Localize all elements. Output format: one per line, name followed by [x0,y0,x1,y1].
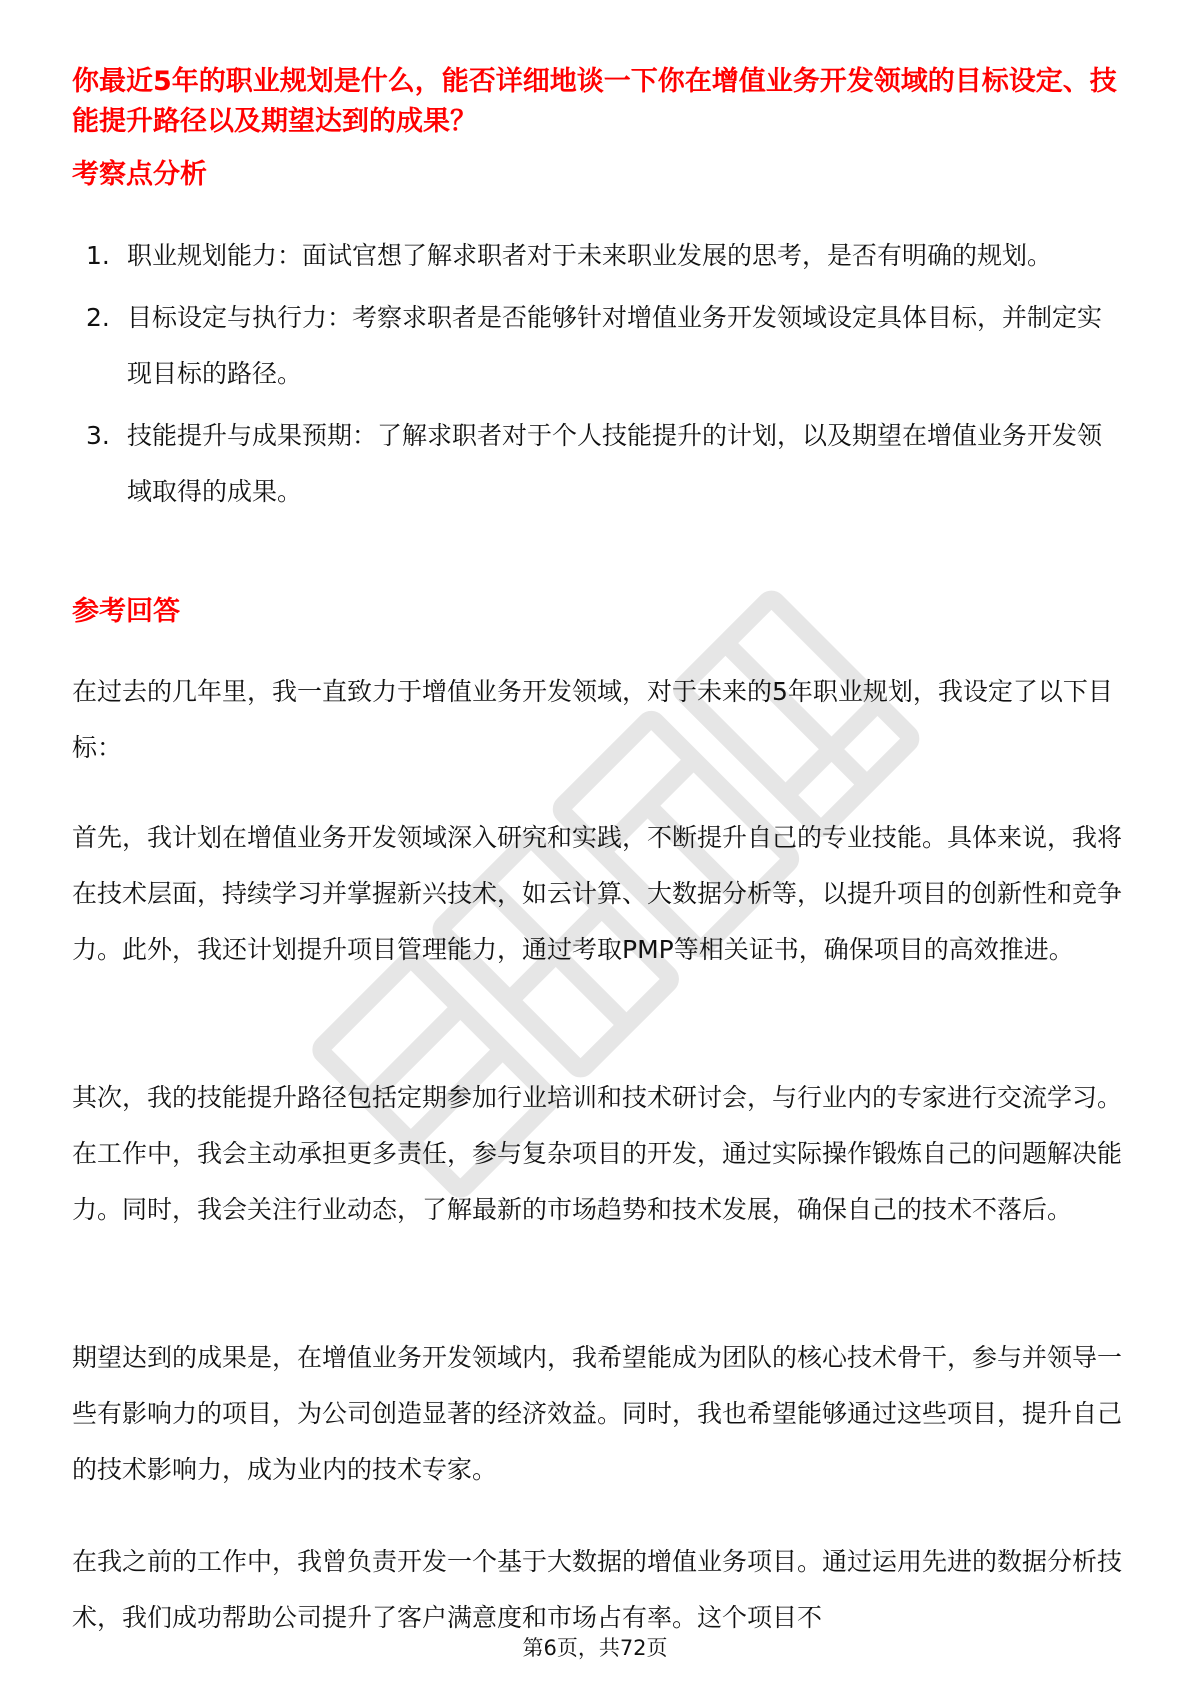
list-item [72,408,1122,520]
list-item-number: 1. [86,241,110,270]
answer-paragraph: 期望达到的成果是，在增值业务开发领域内，我希望能成为团队的核心技术骨干，参与并领导一些有影响力的项目，为公司创造显著的经济效益。同时，我也希望能够通过这些项目，提升自己的技术影响力，成为业内的技术专家。 [72,1343,1123,1484]
page-number-footer: 第6页，共72页 [522,1636,668,1660]
list-item [72,290,1122,402]
answer-heading: 参考回答 [72,596,180,627]
question-title: 你最近5年的职业规划是什么，能否详细地谈一下你在增值业务开发领域的目标设定、技能提升路径以及期望达到的成果？ [72,66,1117,137]
list-item [72,228,1122,284]
analysis-list [72,228,1122,526]
list-item-text: 职业规划能力：面试官想了解求职者对于未来职业发展的思考，是否有明确的规划。 [127,241,1053,270]
answer-paragraph: 在过去的几年里，我一直致力于增值业务开发领域，对于未来的5年职业规划，我设定了以下目标： [72,677,1113,762]
list-item-text: 技能提升与成果预期：了解求职者对于个人技能提升的计划，以及期望在增值业务开发领域取得的成果。 [127,421,1103,506]
list-item-text: 目标设定与执行力：考察求职者是否能够针对增值业务开发领域设定具体目标，并制定实现目标的路径。 [127,303,1103,388]
analysis-heading: 考察点分析 [72,159,207,190]
answer-paragraph: 其次，我的技能提升路径包括定期参加行业培训和技术研讨会，与行业内的专家进行交流学习。在工作中，我会主动承担更多责任，参与复杂项目的开发，通过实际操作锻炼自己的问题解决能力。同时，我会关注行业动态，了解最新的市场趋势和技术发展，确保自己的技术不落后。 [72,1083,1123,1224]
list-item-number: 2. [86,303,110,332]
answer-paragraph: 在我之前的工作中，我曾负责开发一个基于大数据的增值业务项目。通过运用先进的数据分析技术，我们成功帮助公司提升了客户满意度和市场占有率。这个项目不 [72,1547,1123,1632]
list-item-number: 3. [86,421,110,450]
answer-paragraph: 首先，我计划在增值业务开发领域深入研究和实践，不断提升自己的专业技能。具体来说，我将在技术层面，持续学习并掌握新兴技术，如云计算、大数据分析等，以提升项目的创新性和竞争力。此外，我还计划提升项目管理能力，通过考取PMP等相关证书，确保项目的高效推进。 [72,823,1123,964]
